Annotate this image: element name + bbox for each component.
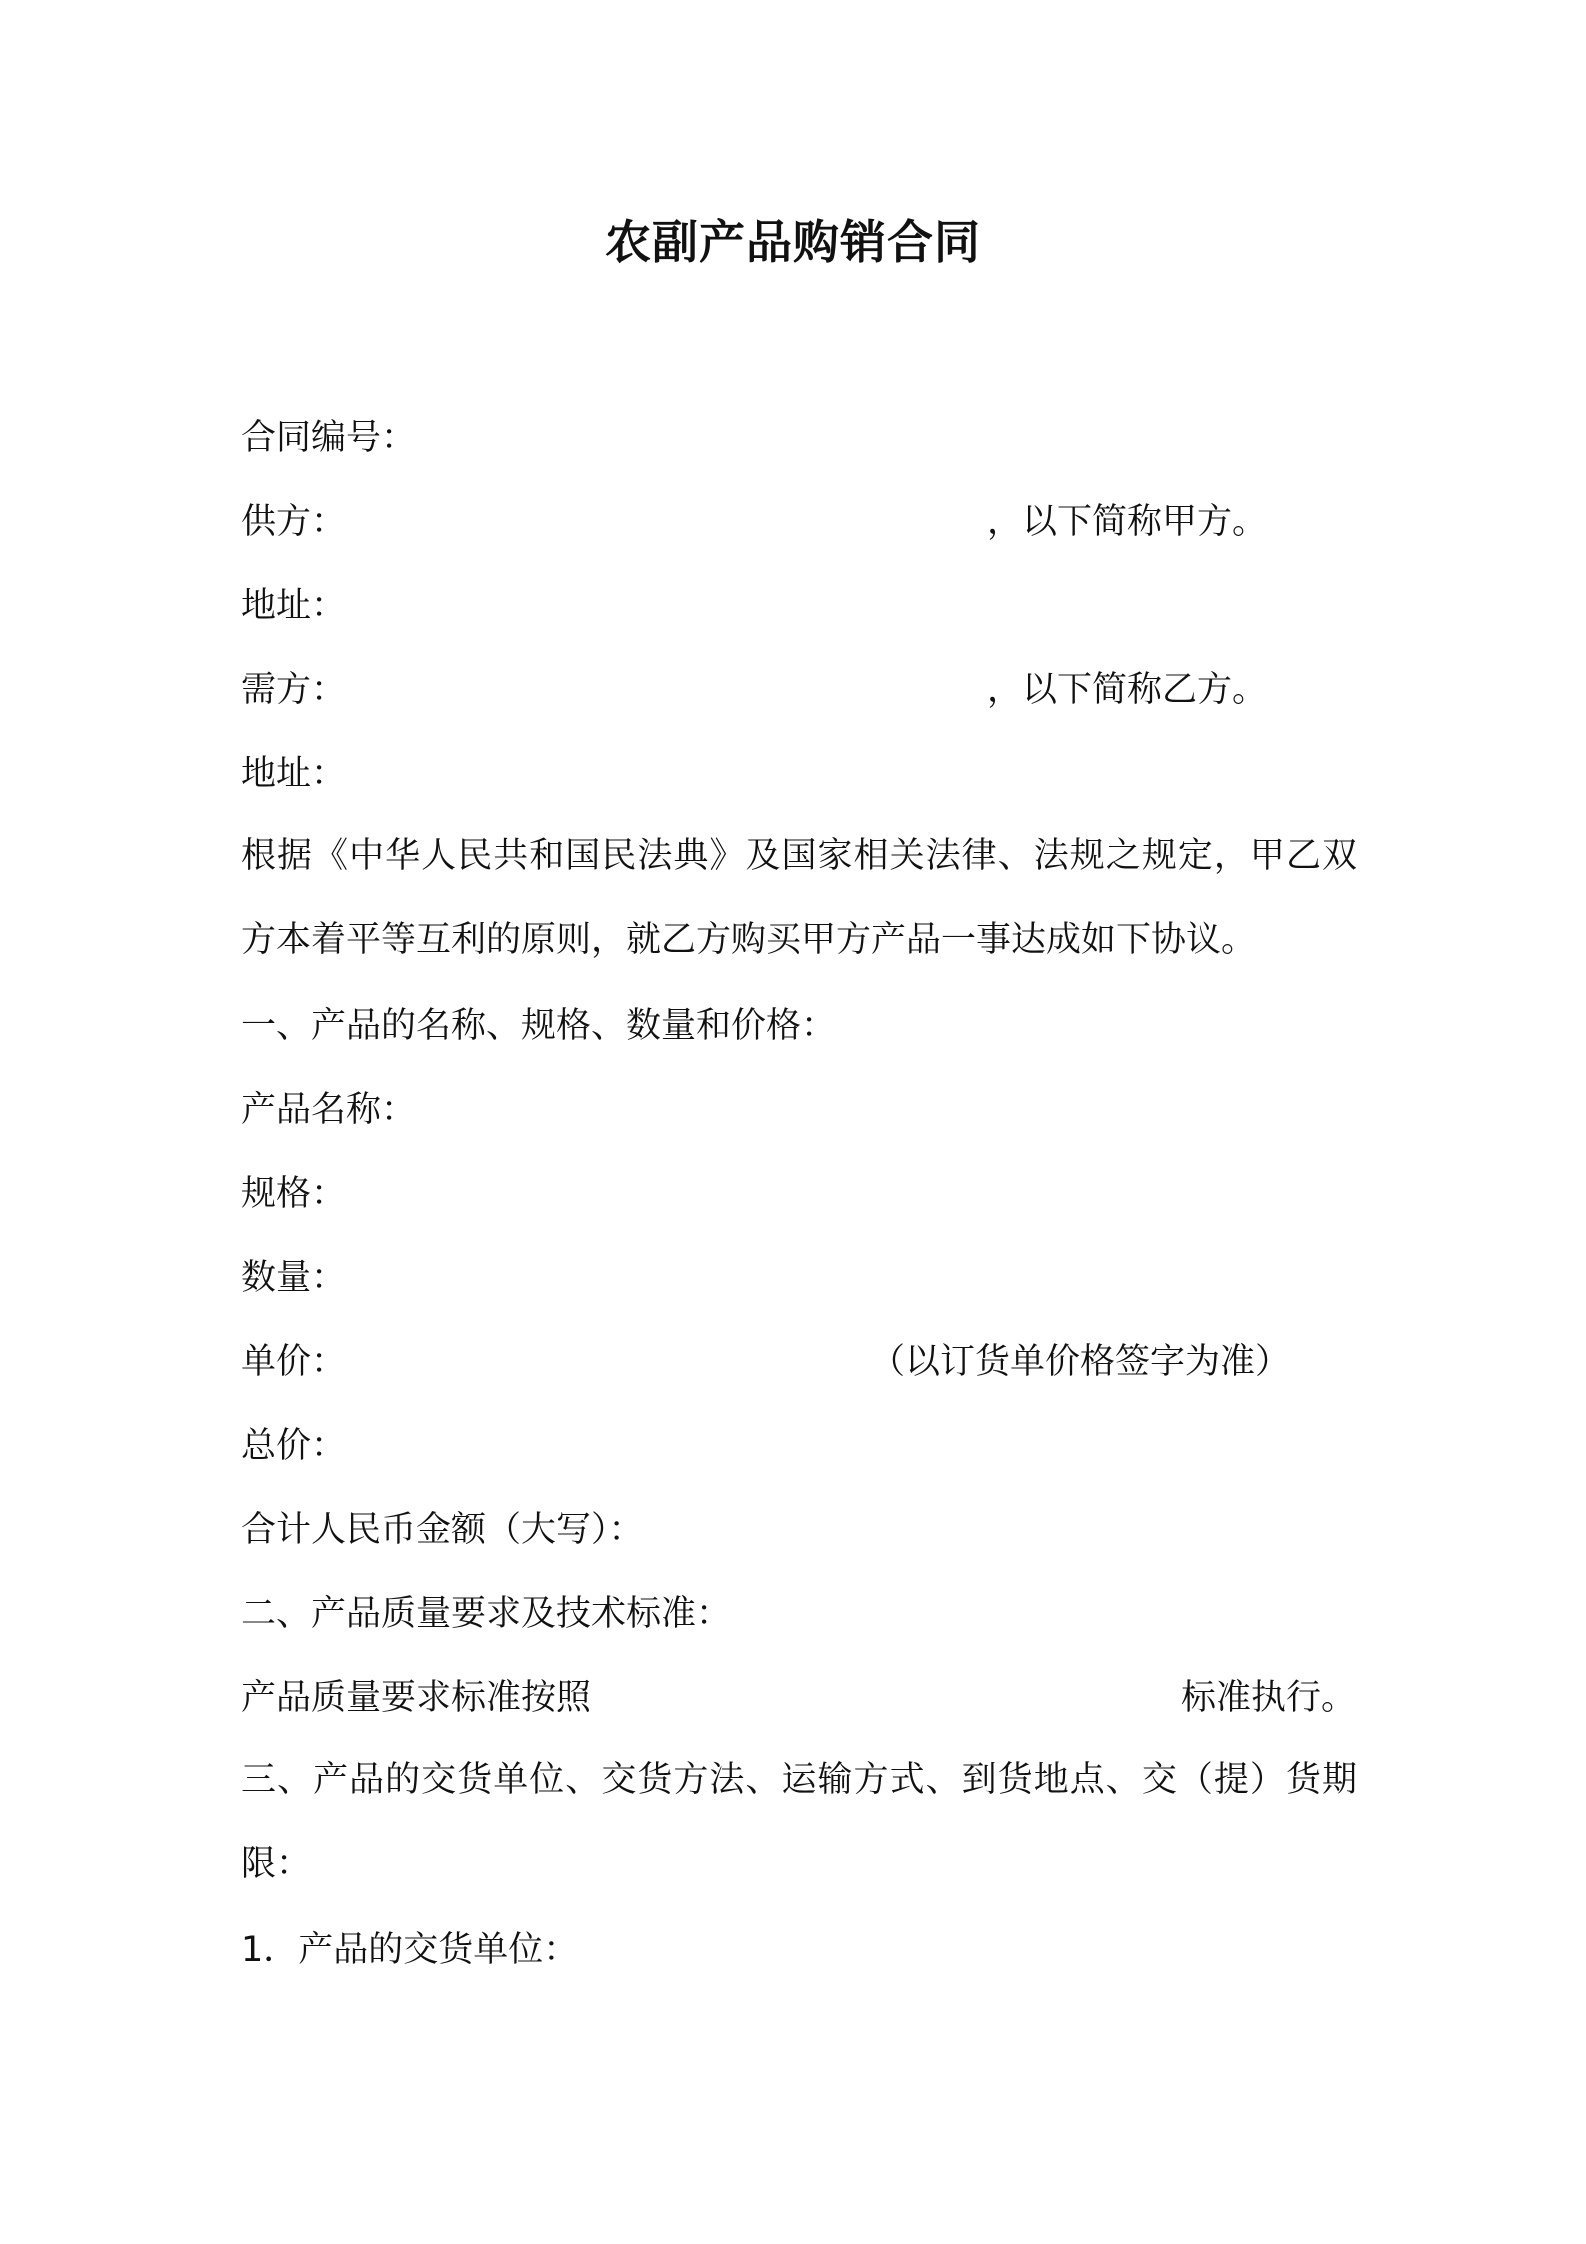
contract-number-label: 合同编号： xyxy=(241,418,417,458)
supplier-address-label: 地址： xyxy=(241,586,347,626)
buyer-address-label: 地址： xyxy=(241,754,347,794)
buyer-suffix: ，以下简称乙方。 xyxy=(987,670,1268,710)
buyer-label: 需方： xyxy=(241,670,347,710)
product-name-label: 产品名称： xyxy=(241,1090,417,1130)
quality-prefix: 产品质量要求标准按照 xyxy=(241,1678,592,1718)
preamble-paragraph: 根据《中华人民共和国民法典》及国家相关法律、法规之规定，甲乙双方本着平等互利的原则，就乙方购买甲方产品一事达成如下协议。 xyxy=(241,836,1357,960)
document-title: 农副产品购销合同 xyxy=(605,215,981,269)
section-3-heading: 三、产品的交货单位、交货方法、运输方式、到货地点、交（提）货期限： xyxy=(241,1760,1357,1884)
item-1-label: 1．产品的交货单位： xyxy=(241,1930,579,1970)
unit-price-label: 单价： xyxy=(241,1342,347,1382)
supplier-label: 供方： xyxy=(241,502,347,542)
spec-label: 规格： xyxy=(241,1174,347,1214)
total-rmb-label: 合计人民币金额（大写）： xyxy=(241,1510,644,1550)
quantity-label: 数量： xyxy=(241,1258,347,1298)
section-2-heading: 二、产品质量要求及技术标准： xyxy=(241,1594,732,1634)
total-price-label: 总价： xyxy=(241,1426,347,1466)
supplier-suffix: ，以下简称甲方。 xyxy=(987,502,1268,542)
unit-price-note: （以订货单价格签字为准） xyxy=(870,1342,1291,1382)
section-1-heading: 一、产品的名称、规格、数量和价格： xyxy=(241,1006,837,1046)
quality-suffix: 标准执行。 xyxy=(1181,1678,1357,1718)
